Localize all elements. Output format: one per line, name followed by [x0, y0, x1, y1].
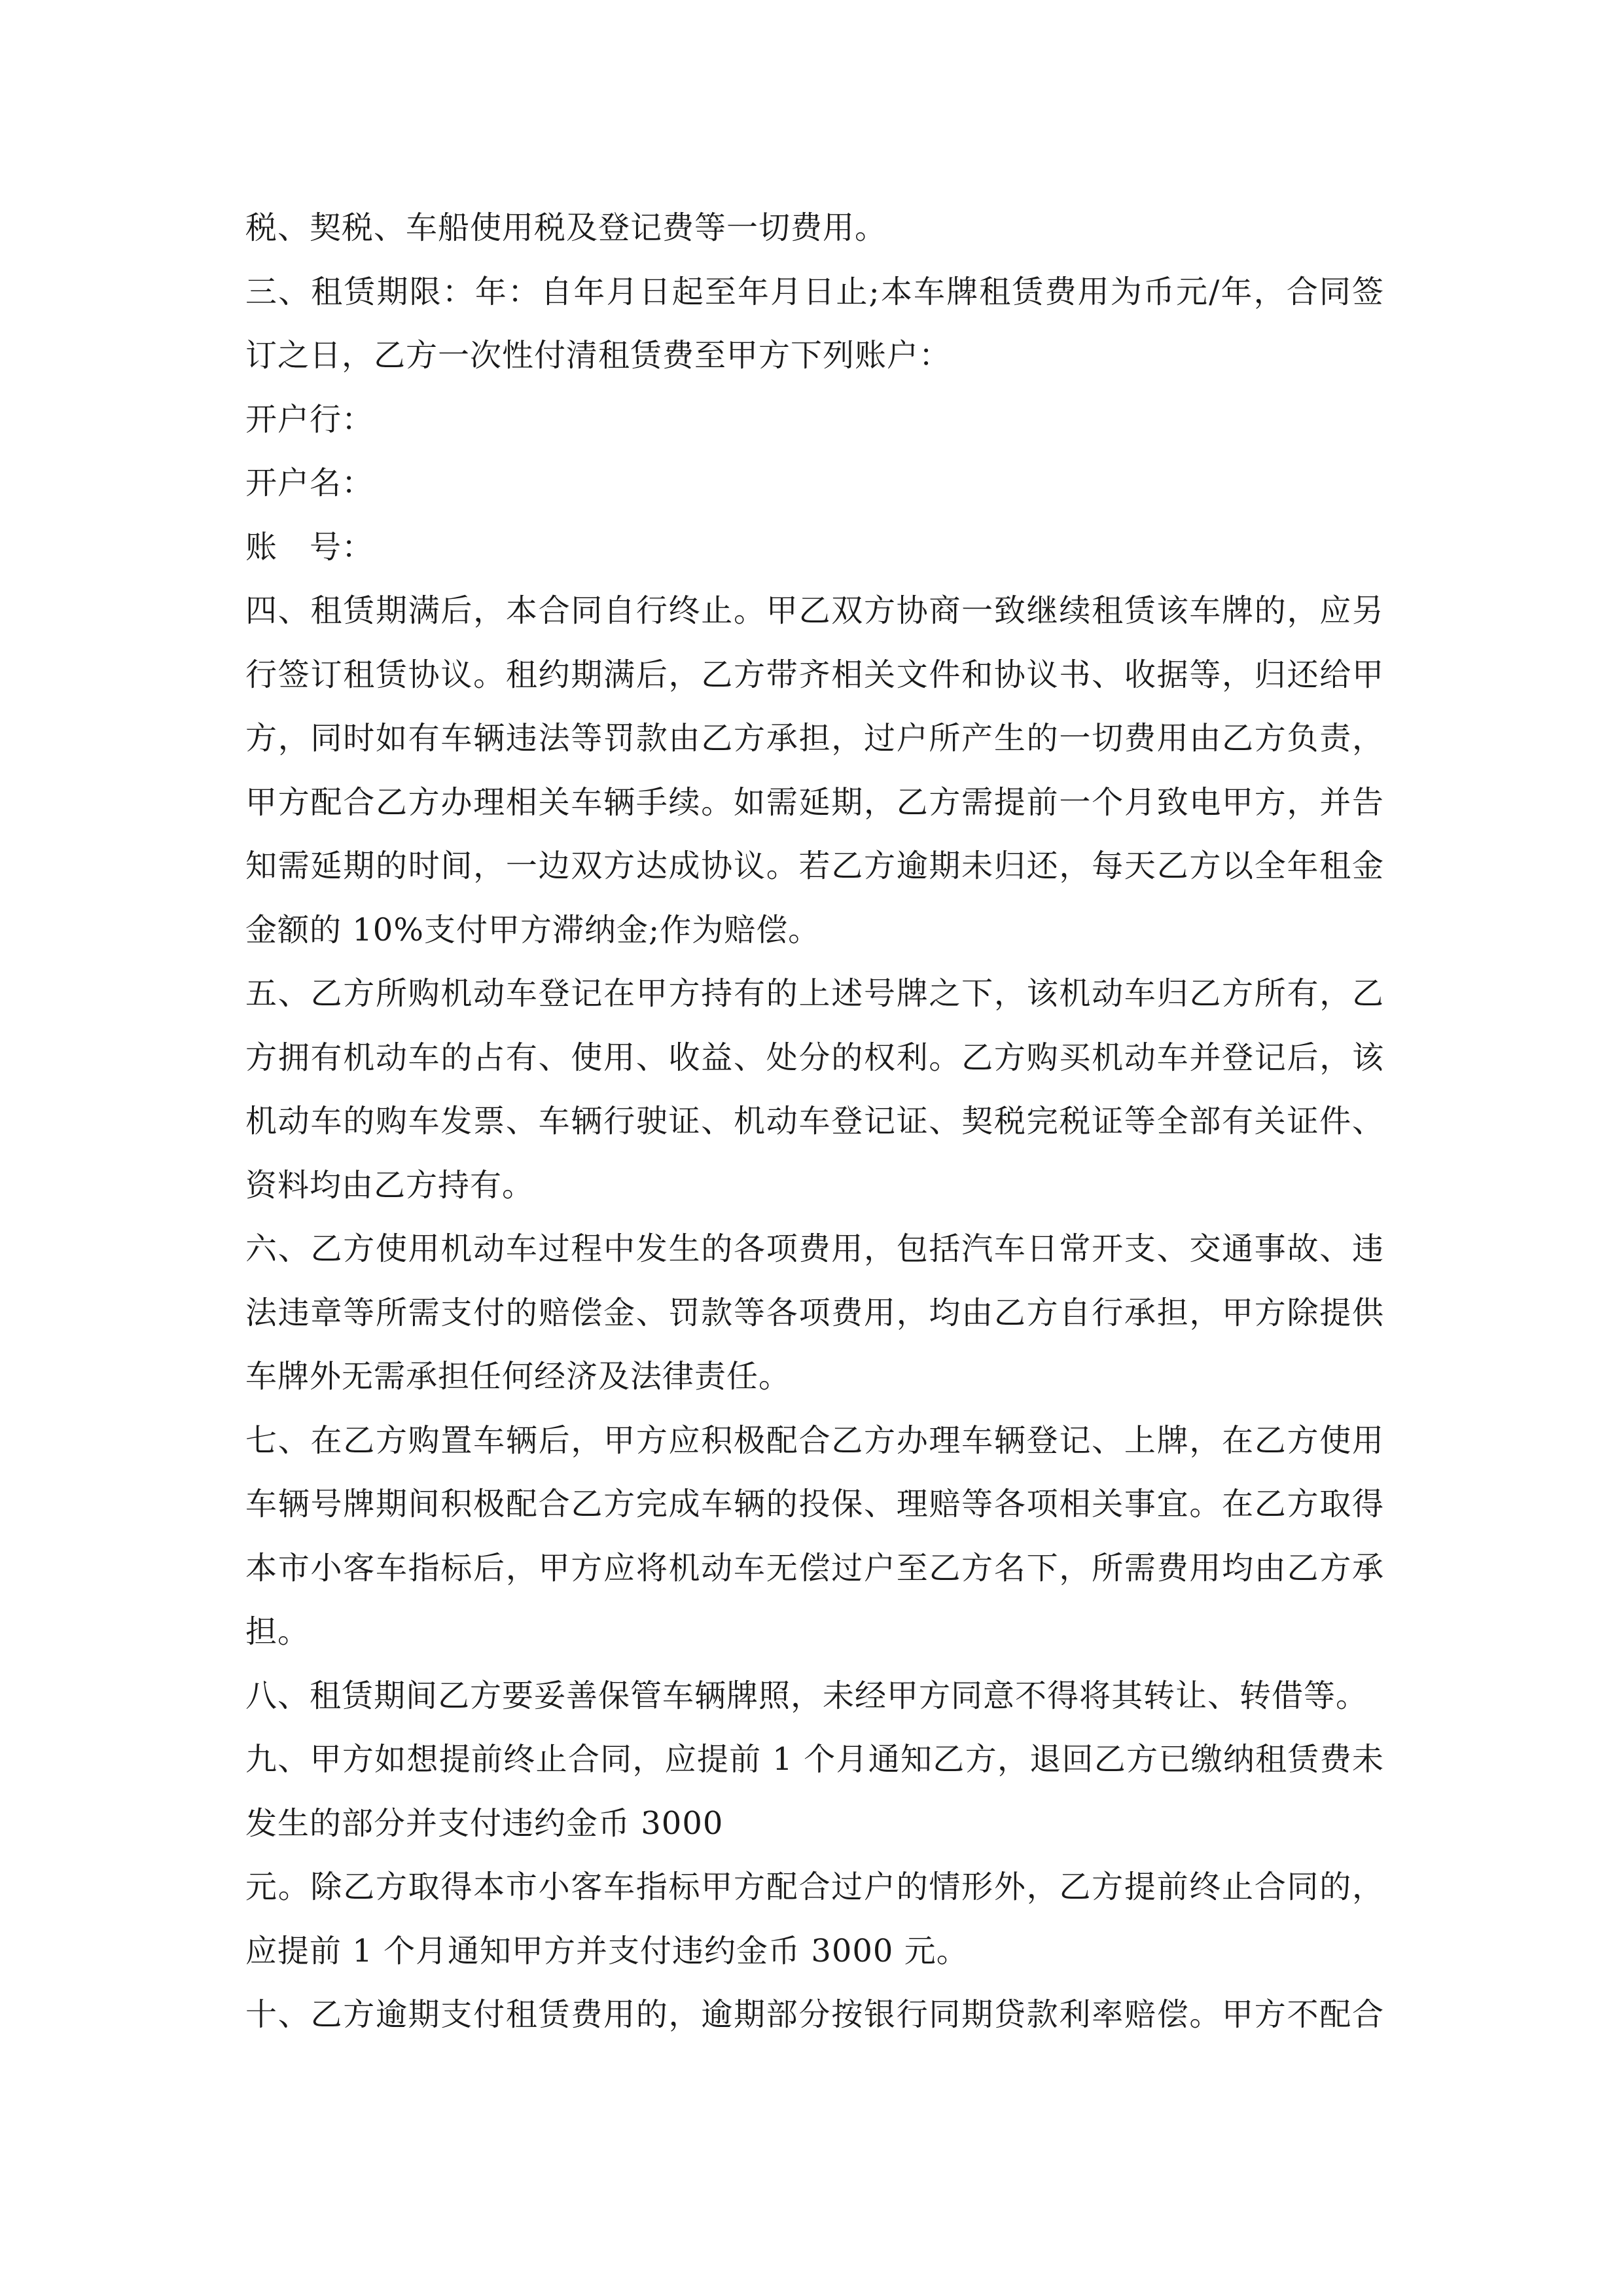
paragraph-clause-9-termination: 九、甲方如想提前终止合同，应提前 1 个月通知乙方，退回乙方已缴纳租赁费未发生的部分并支付违约金币 3000 [245, 1741, 1384, 1842]
paragraph-tax-fees: 税、契税、车船使用税及登记费等一切费用。 [245, 209, 887, 246]
paragraph-clause-6-expenses: 六、乙方使用机动车过程中发生的各项费用，包括汽车日常开支、交通事故、违法违章等所需支付的赔偿金、罚款等各项费用，均由乙方自行承担，甲方除提供车牌外无需承担任何经济及法律责任。 [245, 1230, 1384, 1395]
field-bank-name: 开户行： [245, 401, 374, 438]
paragraph-clause-8-custody: 八、租赁期间乙方要妥善保管车辆牌照，未经甲方同意不得将其转让、转借等。 [245, 1677, 1368, 1714]
paragraph-clause-4-expiry: 四、租赁期满后，本合同自行终止。甲乙双方协商一致继续租赁该车牌的，应另行签订租赁协议。租约期满后，乙方带齐相关文件和协议书、收据等，归还给甲方，同时如有车辆违法等罚款由乙方承担，过户所产生的一切费用由乙方负责，甲方配合乙方办理相关车辆手续。如需延期，乙方需提前一个月致电甲方，并告知需延期的时间，一边双方达成协议。若乙方逾期未归还，每天乙方以全年租金金额的 10%支付甲方滞纳金;作为赔偿。 [245, 592, 1384, 948]
paragraph-clause-9-continued: 元。除乙方取得本市小客车指标甲方配合过户的情形外，乙方提前终止合同的，应提前 1 个月通知甲方并支付违约金币 3000 元。 [245, 1869, 1384, 1969]
field-account-name: 开户名： [245, 465, 374, 501]
paragraph-clause-7-registration: 七、在乙方购置车辆后，甲方应积极配合乙方办理车辆登记、上牌，在乙方使用车辆号牌期间积极配合乙方完成车辆的投保、理赔等各项相关事宜。在乙方取得本市小客车指标后，甲方应将机动车无偿过户至乙方名下，所需费用均由乙方承担。 [245, 1422, 1384, 1650]
paragraph-clause-3-lease-term: 三、租赁期限：年：自年月日起至年月日止;本车牌租赁费用为币元/年，合同签订之日，乙方一次性付清租赁费至甲方下列账户： [245, 273, 1384, 374]
paragraph-clause-5-ownership: 五、乙方所购机动车登记在甲方持有的上述号牌之下，该机动车归乙方所有，乙方拥有机动车的占有、使用、收益、处分的权利。乙方购买机动车并登记后，该机动车的购车发票、车辆行驶证、机动车登记证、契税完税证等全部有关证件、资料均由乙方持有。 [245, 975, 1384, 1204]
contract-text [245, 196, 1384, 2047]
field-account-number: 账 号： [245, 528, 374, 565]
paragraph-clause-10-late-payment: 十、乙方逾期支付租赁费用的，逾期部分按银行同期贷款利率赔偿。甲方不配合 [245, 1996, 1384, 2033]
